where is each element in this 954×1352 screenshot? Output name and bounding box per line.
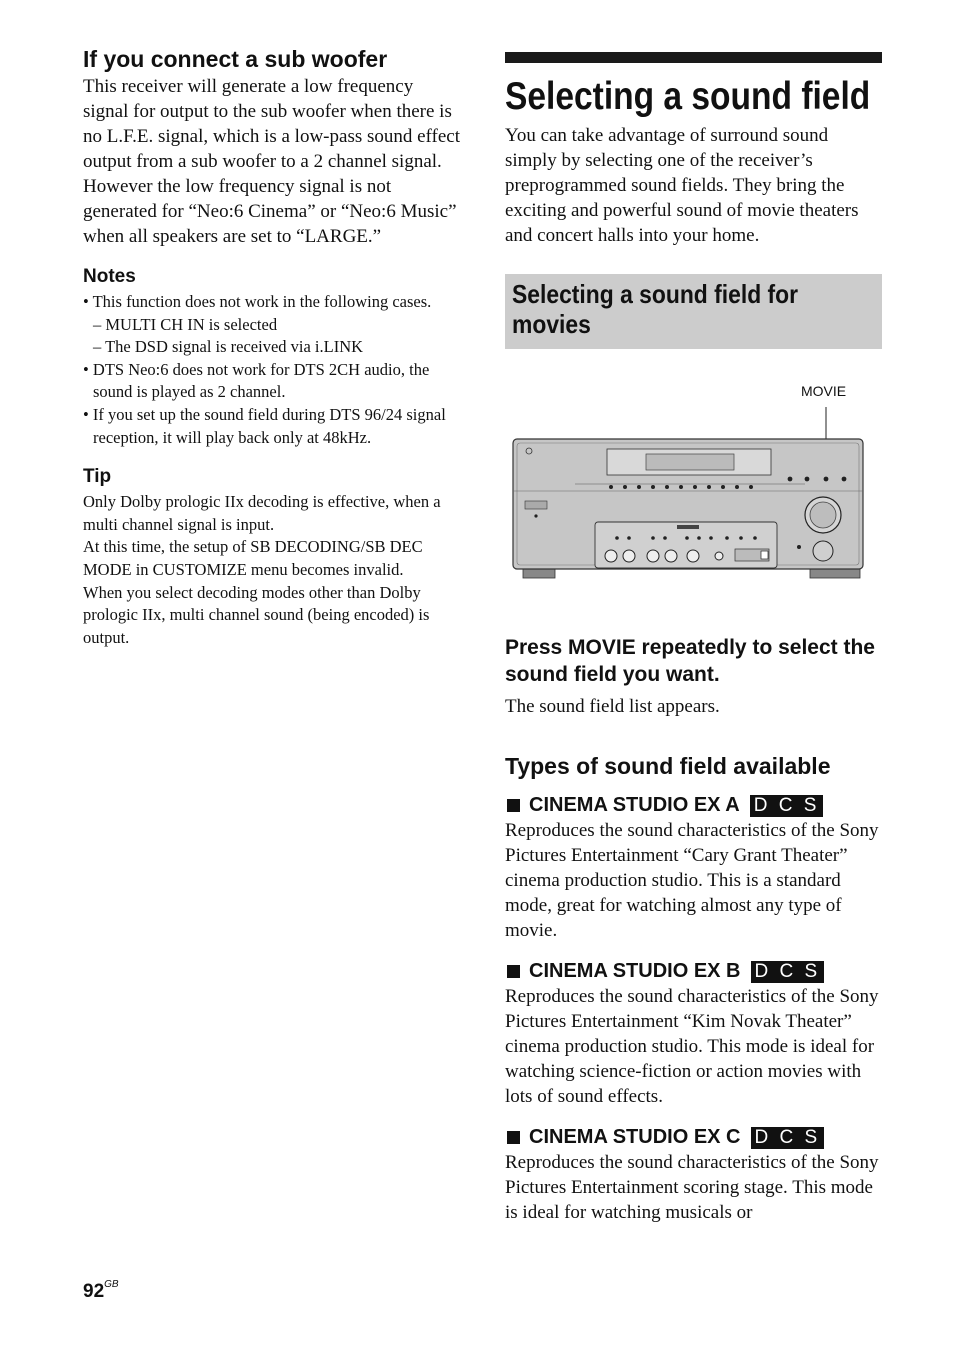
sound-field-heading	[505, 1125, 883, 1150]
sound-field-item	[505, 793, 883, 943]
notes-list	[83, 291, 463, 449]
page-title: Selecting a sound field	[505, 75, 871, 118]
section-heading-line: movies	[512, 309, 591, 339]
intro-paragraph: You can take advantage of surround sound simply by selecting one of the receiver’s preprogrammed sound fields. They bring the exciting and powerful sound of movie theaters and concert halls into your home.	[505, 125, 859, 246]
note-item: • If you set up the sound field during DTS 96/24 signal reception, it will play back only at 48kHz.	[83, 404, 446, 447]
tip-line: At this time, the setup of SB DECODING/SB DEC MODE in CUSTOMIZE menu becomes invalid.	[83, 537, 423, 579]
sound-field-heading	[505, 959, 883, 984]
right-column	[505, 52, 883, 1225]
notes-heading: Notes	[83, 266, 136, 287]
sound-field-heading	[505, 793, 883, 818]
dcs-badge: D C S	[750, 795, 824, 817]
sound-field-item	[505, 1125, 883, 1225]
sound-field-name: CINEMA STUDIO EX C	[529, 1126, 741, 1148]
dcs-badge: D C S	[751, 1127, 825, 1149]
section-heading-line: Selecting a sound field for	[512, 279, 799, 309]
receiver-front-panel-icon	[505, 349, 882, 586]
note-item: • DTS Neo:6 does not work for DTS 2CH audio, the sound is played as 2 channel.	[83, 359, 430, 402]
receiver-illustration	[505, 349, 882, 586]
black-square-icon	[507, 799, 520, 812]
sound-field-item	[505, 959, 883, 1109]
press-movie-note: The sound field list appears.	[505, 696, 720, 717]
page-number	[83, 1281, 119, 1303]
tip-heading: Tip	[83, 466, 112, 488]
section-heading-box	[505, 274, 882, 349]
dcs-badge: D C S	[751, 961, 825, 983]
sound-field-list	[505, 793, 883, 1225]
tip-line: Only Dolby prologic IIx decoding is effective, when a multi channel signal is input.	[83, 492, 441, 534]
title-rule	[505, 52, 882, 63]
note-item: • This function does not work in the following cases.	[83, 292, 432, 311]
types-heading: Types of sound field available	[505, 753, 831, 779]
sound-field-name: CINEMA STUDIO EX B	[529, 960, 741, 982]
subwoofer-body: This receiver will generate a low frequency signal for output to the sub woofer when there is no L.F.E. signal, which is a low-pass sound effect output from a sub woofer to a 2 channel signal. However the low frequency signal is not generated for “Neo:6 Cinema” or “Neo:6 Music” when all speakers are set to “LARGE.”	[83, 76, 461, 247]
note-subitem: – MULTI CH IN is selected	[93, 314, 278, 334]
page-number-value: 92	[83, 1281, 105, 1302]
tip-line: When you select decoding modes other than Dolby prologic IIx, multi channel sound (being encoded) is output.	[83, 582, 430, 647]
sound-field-description: Reproduces the sound characteristics of the Sony Pictures Entertainment “Kim Novak Theater” cinema production studio. This mode is ideal for watching science-fiction or action movies with lots of sound effects.	[505, 986, 879, 1107]
black-square-icon	[507, 1131, 520, 1144]
region-code: GB	[104, 1279, 119, 1290]
sound-field-description: Reproduces the sound characteristics of the Sony Pictures Entertainment “Cary Grant Theater” cinema production studio. This is a standard mode, great for watching almost any type of movie.	[505, 820, 879, 941]
sound-field-name: CINEMA STUDIO EX A	[529, 794, 740, 816]
black-square-icon	[507, 965, 520, 978]
subwoofer-heading: If you connect a sub woofer	[83, 46, 388, 72]
left-column	[83, 44, 463, 649]
note-subitem: – The DSD signal is received via i.LINK	[93, 337, 364, 357]
sound-field-description: Reproduces the sound characteristics of the Sony Pictures Entertainment scoring stage. This mode is ideal for watching musicals or	[505, 1152, 879, 1223]
press-movie-instruction: Press MOVIE repeatedly to select the sound field you want.	[505, 636, 875, 686]
movie-callout-label: MOVIE	[801, 383, 847, 399]
